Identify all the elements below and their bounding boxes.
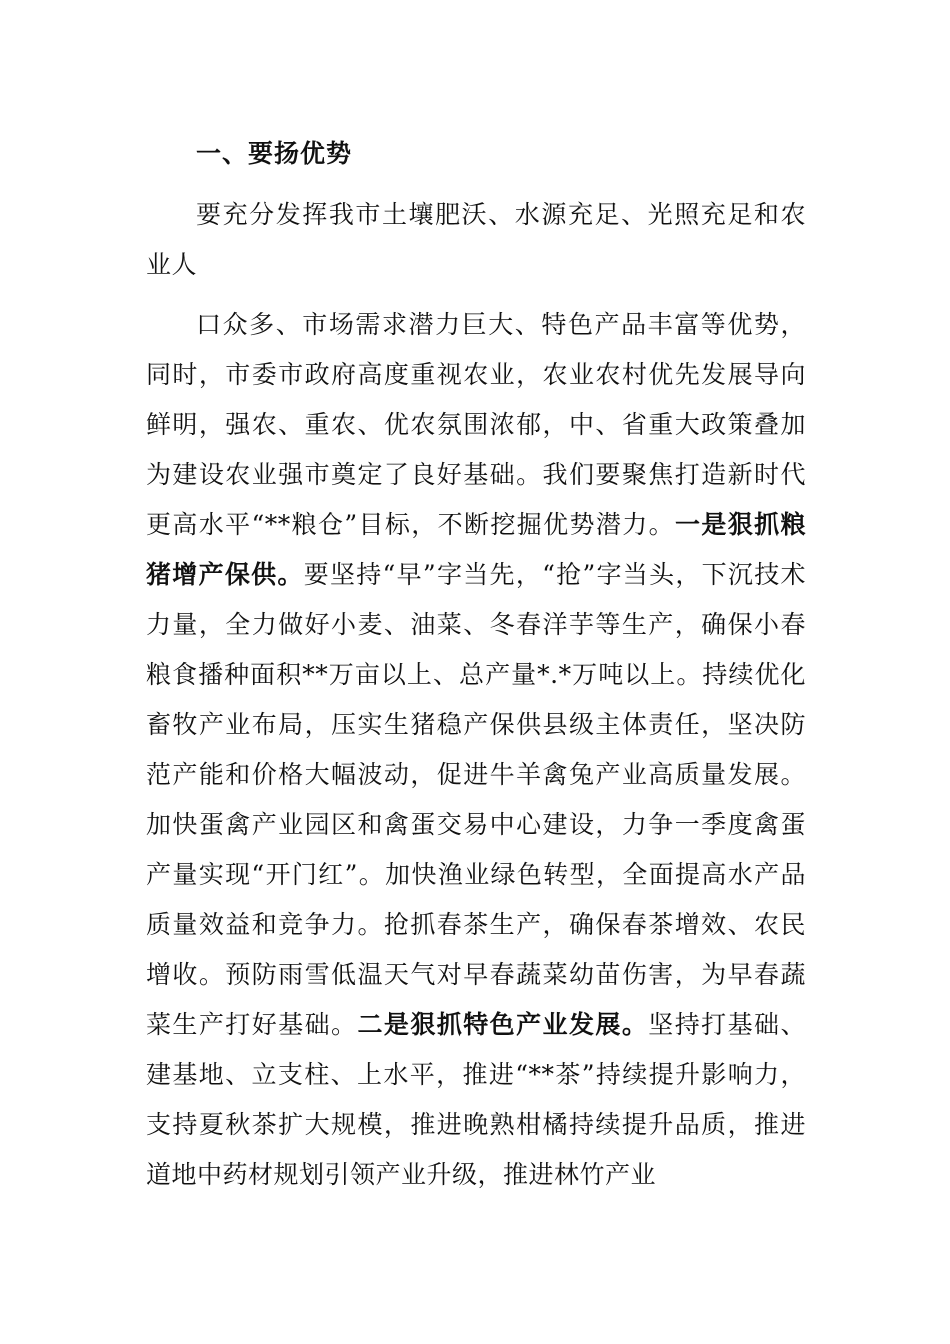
paragraph-text-2: 要坚持“早”字当先，“抢”字当头，下沉技术力量，全力做好小麦、油菜、冬春洋芋等生产，确保小春粮食播种面积**万亩以上、总产量*.*万吨以上。持续优化畜牧产业布局，压实生猪稳产保供县级主体责任，坚决防范产能和价格大幅波动，促进牛羊禽兔产业高质量发展。加快蛋禽产业园区和禽蛋交易中心建设，力争一季度禽蛋产量实现“开门红”。加快渔业绿色转型，全面提高水产品质量效益和竞争力。抢抓春茶生产，确保春茶增效、农民增收。预防雨雪低温天气对早春蔬菜幼苗伤害，为早春蔬菜生产打好基础。	[146, 560, 806, 1039]
paragraph-intro: 要充分发挥我市土壤肥沃、水源充足、光照充足和农业人	[146, 200, 806, 279]
section-heading: 一、要扬优势	[196, 139, 353, 168]
highlight-grain-pig: 一是狠抓粮猪增产保供。	[146, 510, 806, 589]
paragraph-text-1: 口众多、市场需求潜力巨大、特色产品丰富等优势，同时，市委市政府高度重视农业，农业农村优先发展导向鲜明，强农、重农、优农氛围浓郁，中、省重大政策叠加为建设农业强市奠定了良好基础。我们要聚焦打造新时代更高水平“**粮仓”目标，不断挖掘优势潜力。	[146, 310, 806, 539]
highlight-special-industry: 二是狠抓特色产业发展。	[357, 1010, 649, 1039]
paragraph-text-3: 坚持打基础、建基地、立支柱、上水平，推进“**茶”持续提升影响力，支持夏秋茶扩大规模，推进晚熟柑橘持续提升品质，推进道地中药材规划引领产业升级，推进林竹产业	[146, 1010, 806, 1189]
paragraph-body	[146, 300, 806, 1200]
